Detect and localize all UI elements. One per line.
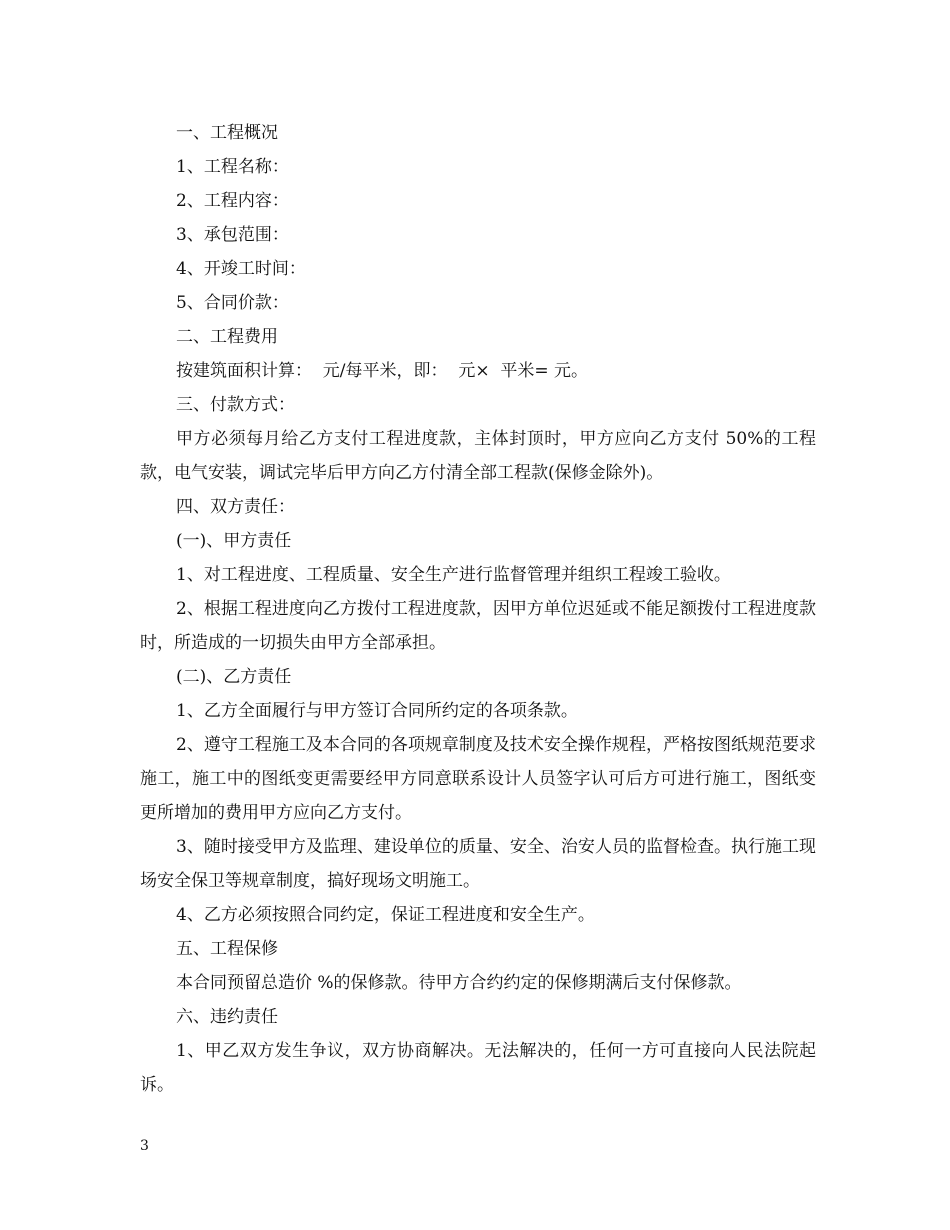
- list-item: 4、开竣工时间：: [176, 259, 306, 279]
- list-item: 1、乙方全面履行与甲方签订合同所约定的各项条款。: [176, 701, 578, 721]
- section-heading: 三、付款方式：: [176, 395, 295, 415]
- list-item: 1、甲乙双方发生争议，双方协商解决。无法解决的，任何一方可直接向人民法院起诉。: [140, 1041, 816, 1095]
- subsection-heading: (二)、乙方责任: [176, 667, 292, 687]
- body-paragraph: 甲方必须每月给乙方支付工程进度款，主体封顶时，甲方应向乙方支付 50%的工程款，电气安装，调试完毕后甲方向乙方付清全部工程款(保修金除外)。: [140, 429, 816, 483]
- section-heading: 四、双方责任：: [176, 497, 295, 517]
- list-item: 1、工程名称：: [176, 157, 289, 177]
- section-heading: 六、违约责任: [176, 1007, 278, 1027]
- list-item: 2、根据工程进度向乙方拨付工程进度款，因甲方单位迟延或不能足额拨付工程进度款时，所造成的一切损失由甲方全部承担。: [140, 599, 816, 653]
- section-heading: 二、工程费用: [176, 327, 278, 347]
- list-item: 2、工程内容：: [176, 191, 289, 211]
- body-paragraph: 本合同预留总造价 %的保修款。待甲方合约约定的保修期满后支付保修款。: [176, 973, 742, 993]
- list-item: 3、承包范围：: [176, 225, 289, 245]
- list-item: 1、对工程进度、工程质量、安全生产进行监督管理并组织工程竣工验收。: [176, 565, 731, 585]
- list-item: 3、随时接受甲方及监理、建设单位的质量、安全、治安人员的监督检查。执行施工现场安全保卫等规章制度，搞好现场文明施工。: [140, 837, 816, 891]
- body-paragraph: 按建筑面积计算： 元/每平米，即： 元× 平米= 元。: [176, 361, 589, 381]
- list-item: 2、遵守工程施工及本合同的各项规章制度及技术安全操作规程，严格按图纸规范要求施工，施工中的图纸变更需要经甲方同意联系设计人员签字认可后方可进行施工，图纸变更所增加的费用甲方应向乙方支付。: [140, 735, 816, 823]
- page-number: 3: [140, 1138, 149, 1154]
- subsection-heading: (一)、甲方责任: [176, 531, 292, 551]
- list-item: 5、合同价款：: [176, 293, 289, 313]
- section-heading: 五、工程保修: [176, 939, 278, 959]
- document-body: [140, 116, 816, 1102]
- list-item: 4、乙方必须按照合同约定，保证工程进度和安全生产。: [176, 905, 595, 925]
- section-heading: 一、工程概况: [176, 123, 278, 143]
